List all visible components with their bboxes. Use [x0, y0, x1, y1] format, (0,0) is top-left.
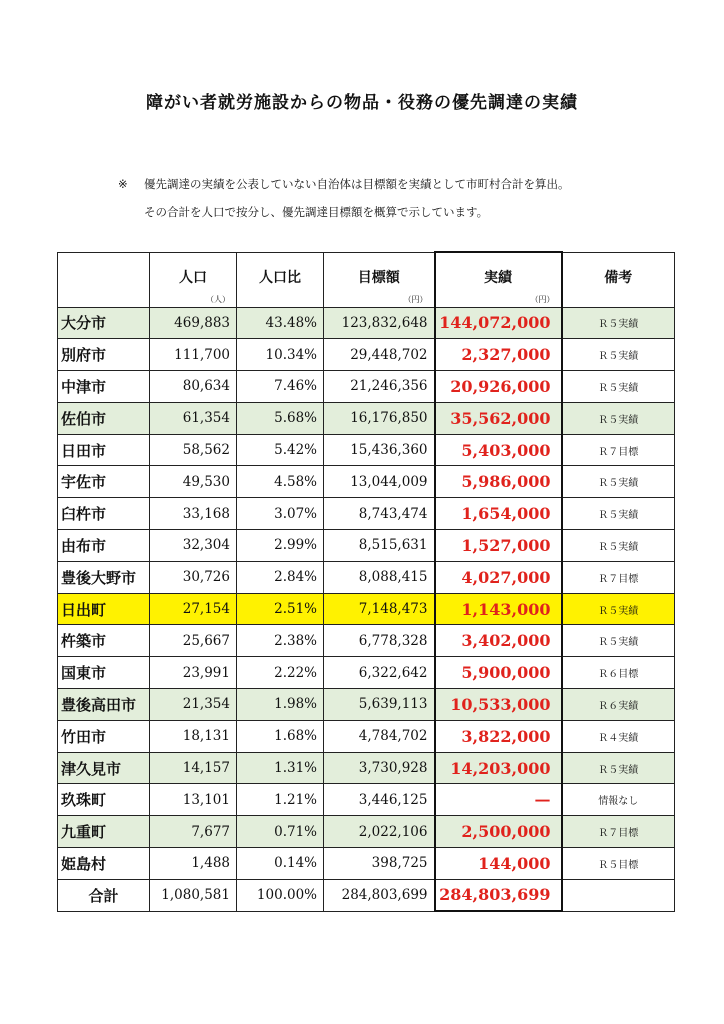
- actual-cell: 284,803,699: [435, 879, 562, 911]
- ratio-cell: 2.99%: [237, 530, 324, 562]
- remarks-cell: Ｒ６実績: [562, 689, 675, 721]
- actual-cell: —: [435, 784, 562, 816]
- population-cell: 58,562: [150, 434, 237, 466]
- actual-cell: 3,402,000: [435, 625, 562, 657]
- remarks-cell: Ｒ５実績: [562, 466, 675, 498]
- target-cell: 284,803,699: [324, 879, 435, 911]
- population-cell: 33,168: [150, 498, 237, 530]
- municipality-cell: 杵築市: [58, 625, 150, 657]
- ratio-cell: 10.34%: [237, 339, 324, 371]
- header-ratio: 人口比: [237, 252, 324, 307]
- actual-cell: 10,533,000: [435, 689, 562, 721]
- unit-label: （円）: [530, 294, 555, 304]
- population-cell: 1,080,581: [150, 879, 237, 911]
- target-cell: 6,322,642: [324, 657, 435, 689]
- note-mark: ※: [118, 177, 128, 191]
- population-cell: 21,354: [150, 689, 237, 721]
- ratio-cell: 5.68%: [237, 402, 324, 434]
- ratio-cell: 5.42%: [237, 434, 324, 466]
- municipality-cell: 津久見市: [58, 752, 150, 784]
- target-cell: 29,448,702: [324, 339, 435, 371]
- population-cell: 30,726: [150, 561, 237, 593]
- target-cell: 7,148,473: [324, 593, 435, 625]
- table-row: [58, 720, 675, 752]
- actual-cell: 144,000: [435, 848, 562, 880]
- ratio-cell: 43.48%: [237, 307, 324, 339]
- population-cell: 80,634: [150, 371, 237, 403]
- target-cell: 8,743,474: [324, 498, 435, 530]
- population-cell: 111,700: [150, 339, 237, 371]
- actual-cell: 5,403,000: [435, 434, 562, 466]
- municipality-cell: 佐伯市: [58, 402, 150, 434]
- remarks-cell: Ｒ５実績: [562, 752, 675, 784]
- population-cell: 7,677: [150, 816, 237, 848]
- header-target: 目標額 （円）: [324, 252, 435, 307]
- municipality-cell: 竹田市: [58, 720, 150, 752]
- target-cell: 8,515,631: [324, 530, 435, 562]
- unit-label: （人）: [206, 294, 230, 304]
- population-cell: 13,101: [150, 784, 237, 816]
- remarks-cell: Ｒ７目標: [562, 561, 675, 593]
- actual-cell: 144,072,000: [435, 307, 562, 339]
- remarks-cell: Ｒ５目標: [562, 848, 675, 880]
- actual-cell: 5,986,000: [435, 466, 562, 498]
- ratio-cell: 1.98%: [237, 689, 324, 721]
- table-row: [58, 561, 675, 593]
- actual-cell: 4,027,000: [435, 561, 562, 593]
- municipality-cell: 国東市: [58, 657, 150, 689]
- population-cell: 1,488: [150, 848, 237, 880]
- header-population: 人口 （人）: [150, 252, 237, 307]
- population-cell: 25,667: [150, 625, 237, 657]
- ratio-cell: 0.71%: [237, 816, 324, 848]
- ratio-cell: 2.51%: [237, 593, 324, 625]
- remarks-cell: Ｒ５実績: [562, 625, 675, 657]
- note-line-2: その合計を人口で按分し、優先調達目標額を概算で示しています。: [144, 205, 489, 219]
- target-cell: 3,730,928: [324, 752, 435, 784]
- municipality-cell: 宇佐市: [58, 466, 150, 498]
- actual-cell: 35,562,000: [435, 402, 562, 434]
- municipality-cell: 日出町: [58, 593, 150, 625]
- table-row: [58, 371, 675, 403]
- population-cell: 61,354: [150, 402, 237, 434]
- municipality-cell: 由布市: [58, 530, 150, 562]
- remarks-cell: Ｒ５実績: [562, 402, 675, 434]
- population-cell: 27,154: [150, 593, 237, 625]
- municipality-cell: 日田市: [58, 434, 150, 466]
- table-row: [58, 848, 675, 880]
- ratio-cell: 3.07%: [237, 498, 324, 530]
- unit-label: （円）: [403, 294, 428, 304]
- ratio-cell: 0.14%: [237, 848, 324, 880]
- municipality-cell: 臼杵市: [58, 498, 150, 530]
- note-line-1: [118, 176, 570, 192]
- ratio-cell: 2.22%: [237, 657, 324, 689]
- target-cell: 16,176,850: [324, 402, 435, 434]
- table-row: [58, 434, 675, 466]
- municipality-cell: 合計: [58, 879, 150, 911]
- target-cell: 5,639,113: [324, 689, 435, 721]
- actual-cell: 20,926,000: [435, 371, 562, 403]
- remarks-cell: Ｒ５実績: [562, 593, 675, 625]
- actual-cell: 2,500,000: [435, 816, 562, 848]
- header-row: [58, 252, 675, 307]
- note-text-1: 優先調達の実績を公表していない自治体は目標額を実績として市町村合計を算出。: [144, 177, 570, 191]
- municipality-cell: 中津市: [58, 371, 150, 403]
- population-cell: 49,530: [150, 466, 237, 498]
- ratio-cell: 7.46%: [237, 371, 324, 403]
- remarks-cell: Ｒ５実績: [562, 530, 675, 562]
- actual-cell: 14,203,000: [435, 752, 562, 784]
- remarks-cell: Ｒ５実績: [562, 498, 675, 530]
- municipality-cell: 別府市: [58, 339, 150, 371]
- header-remarks: 備考: [562, 252, 675, 307]
- target-cell: 123,832,648: [324, 307, 435, 339]
- remarks-cell: 情報なし: [562, 784, 675, 816]
- target-cell: 4,784,702: [324, 720, 435, 752]
- table-row: [58, 752, 675, 784]
- remarks-cell: Ｒ５実績: [562, 307, 675, 339]
- remarks-cell: Ｒ６目標: [562, 657, 675, 689]
- table-row: [58, 784, 675, 816]
- target-cell: 15,436,360: [324, 434, 435, 466]
- municipality-cell: 豊後大野市: [58, 561, 150, 593]
- remarks-cell: [562, 879, 675, 911]
- remarks-cell: Ｒ７目標: [562, 434, 675, 466]
- population-cell: 18,131: [150, 720, 237, 752]
- population-cell: 23,991: [150, 657, 237, 689]
- table-row: [58, 816, 675, 848]
- actual-cell: 3,822,000: [435, 720, 562, 752]
- remarks-cell: Ｒ７目標: [562, 816, 675, 848]
- remarks-cell: Ｒ５実績: [562, 339, 675, 371]
- actual-cell: 1,527,000: [435, 530, 562, 562]
- municipality-cell: 玖珠町: [58, 784, 150, 816]
- ratio-cell: 1.31%: [237, 752, 324, 784]
- ratio-cell: 1.68%: [237, 720, 324, 752]
- ratio-cell: 2.38%: [237, 625, 324, 657]
- municipality-cell: 大分市: [58, 307, 150, 339]
- table-row: [58, 466, 675, 498]
- procurement-table: [57, 251, 675, 912]
- ratio-cell: 100.00%: [237, 879, 324, 911]
- table-row: [58, 593, 675, 625]
- municipality-cell: 姫島村: [58, 848, 150, 880]
- actual-cell: 5,900,000: [435, 657, 562, 689]
- target-cell: 2,022,106: [324, 816, 435, 848]
- actual-cell: 1,143,000: [435, 593, 562, 625]
- population-cell: 14,157: [150, 752, 237, 784]
- actual-cell: 1,654,000: [435, 498, 562, 530]
- table-row: [58, 339, 675, 371]
- remarks-cell: Ｒ５実績: [562, 371, 675, 403]
- table-row: [58, 625, 675, 657]
- document-title: 障がい者就労施設からの物品・役務の優先調達の実績: [146, 93, 578, 113]
- population-cell: 469,883: [150, 307, 237, 339]
- header-actual: 実績 （円）: [435, 252, 562, 307]
- table-row: [58, 657, 675, 689]
- table-row: [58, 498, 675, 530]
- ratio-cell: 2.84%: [237, 561, 324, 593]
- municipality-cell: 豊後高田市: [58, 689, 150, 721]
- target-cell: 398,725: [324, 848, 435, 880]
- total-row: [58, 879, 675, 911]
- table-row: [58, 530, 675, 562]
- municipality-cell: 九重町: [58, 816, 150, 848]
- target-cell: 13,044,009: [324, 466, 435, 498]
- ratio-cell: 4.58%: [237, 466, 324, 498]
- ratio-cell: 1.21%: [237, 784, 324, 816]
- table-row: [58, 402, 675, 434]
- target-cell: 21,246,356: [324, 371, 435, 403]
- table-row: [58, 307, 675, 339]
- remarks-cell: Ｒ４実績: [562, 720, 675, 752]
- population-cell: 32,304: [150, 530, 237, 562]
- header-municipality: [58, 252, 150, 307]
- target-cell: 6,778,328: [324, 625, 435, 657]
- target-cell: 8,088,415: [324, 561, 435, 593]
- table-row: [58, 689, 675, 721]
- actual-cell: 2,327,000: [435, 339, 562, 371]
- target-cell: 3,446,125: [324, 784, 435, 816]
